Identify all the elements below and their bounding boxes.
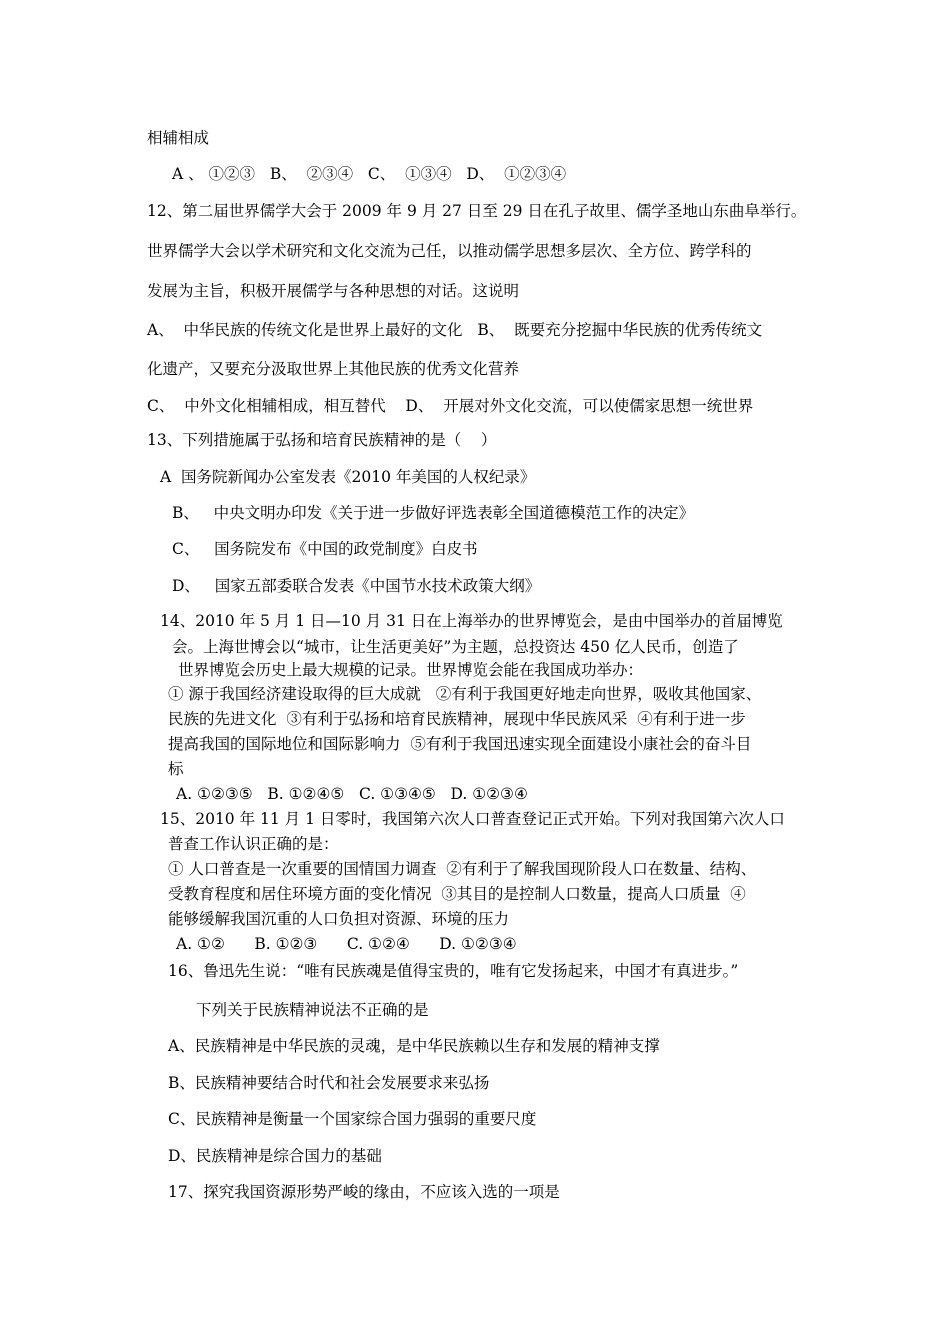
option-line: C、 国务院发布《中国的政党制度》白皮书 bbox=[172, 540, 478, 558]
option-line: A 国务院新闻办公室发表《2010 年美国的人权纪录》 bbox=[160, 468, 536, 486]
question-16-line: 16、鲁迅先生说：“唯有民族魂是值得宝贵的，唯有它发扬起来，中国才有真进步。” bbox=[168, 962, 739, 980]
question-12-line: 12、第二届世界儒学大会于 2009 年 9 月 27 日至 29 日在孔子故里、儒学圣地山东曲阜举行。 bbox=[147, 202, 807, 220]
answer-options-line: A. ①② B. ①②③ C. ①②④ D. ①②③④ bbox=[176, 935, 517, 953]
text-line: 相辅相成 bbox=[147, 129, 210, 147]
text-line: 受教育程度和居住环境方面的变化情况 ③其目的是控制人口数量，提高人口质量 ④ bbox=[168, 885, 746, 903]
text-line: 提高我国的国际地位和国际影响力 ⑤有利于我国迅速实现全面建设小康社会的奋斗目 bbox=[168, 735, 752, 753]
text-line: ① 人口普查是一次重要的国情国力调查 ②有利于了解我国现阶段人口在数量、结构、 bbox=[168, 860, 757, 878]
question-17-line: 17、探究我国资源形势严峻的缘由，不应该入选的一项是 bbox=[168, 1183, 560, 1201]
answer-options-line: A 、 ①②③ B、 ②③④ C、 ①③④ D、 ①②③④ bbox=[172, 165, 567, 183]
option-line: D、 国家五部委联合发表《中国节水技术政策大纲》 bbox=[172, 577, 541, 595]
option-line: B、民族精神要结合时代和社会发展要求来弘扬 bbox=[168, 1074, 490, 1092]
option-line: C、民族精神是衡量一个国家综合国力强弱的重要尺度 bbox=[168, 1110, 537, 1128]
option-line: A、民族精神是中华民族的灵魂，是中华民族赖以生存和发展的精神支撑 bbox=[168, 1037, 660, 1055]
question-13-line: 13、下列措施属于弘扬和培育民族精神的是（ ） bbox=[147, 431, 497, 449]
text-line: 会。上海世博会以“城市，让生活更美好”为主题，总投资达 450 亿人民币，创造了 bbox=[172, 638, 739, 656]
answer-options-line: A. ①②③⑤ B. ①②④⑤ C. ①③④⑤ D. ①②③④ bbox=[176, 785, 528, 803]
text-line: 标 bbox=[168, 760, 184, 778]
text-line: 世界儒学大会以学术研究和文化交流为己任，以推动儒学思想多层次、全方位、跨学科的 bbox=[147, 242, 752, 260]
text-line: 化遗产，又要充分汲取世界上其他民族的优秀文化营养 bbox=[147, 360, 520, 378]
option-line: B、 中央文明办印发《关于进一步做好评选表彰全国道德模范工作的决定》 bbox=[172, 504, 695, 522]
text-line: 能够缓解我国沉重的人口负担对资源、环境的压力 bbox=[168, 910, 510, 928]
text-line: 发展为主旨，积极开展儒学与各种思想的对话。这说明 bbox=[147, 282, 520, 300]
text-line: 民族的先进文化 ③有利于弘扬和培育民族精神，展现中华民族风采 ④有利于进一步 bbox=[168, 710, 746, 728]
text-line: 世界博览会历史上最大规模的记录。世界博览会能在我国成功举办： bbox=[178, 661, 644, 679]
text-line: ① 源于我国经济建设取得的巨大成就 ②有利于我国更好地走向世界，吸收其他国家、 bbox=[168, 685, 762, 703]
option-line: A、 中华民族的传统文化是世界上最好的文化 B、 既要充分挖掘中华民族的优秀传统文 bbox=[147, 321, 763, 339]
question-14-line: 14、2010 年 5 月 1 日—10 月 31 日在上海举办的世界博览会，是由中国举办的首届博览 bbox=[160, 612, 783, 630]
option-line: C、 中外文化相辅相成，相互替代 D、 开展对外文化交流，可以使儒家思想一统世界 bbox=[147, 397, 754, 415]
text-line: 普查工作认识正确的是： bbox=[168, 835, 339, 853]
text-line: 下列关于民族精神说法不正确的是 bbox=[196, 1001, 429, 1019]
question-15-line: 15、2010 年 11 月 1 日零时，我国第六次人口普查登记正式开始。下列对我国第六次人口 bbox=[160, 810, 785, 828]
option-line: D、民族精神是综合国力的基础 bbox=[168, 1147, 382, 1165]
